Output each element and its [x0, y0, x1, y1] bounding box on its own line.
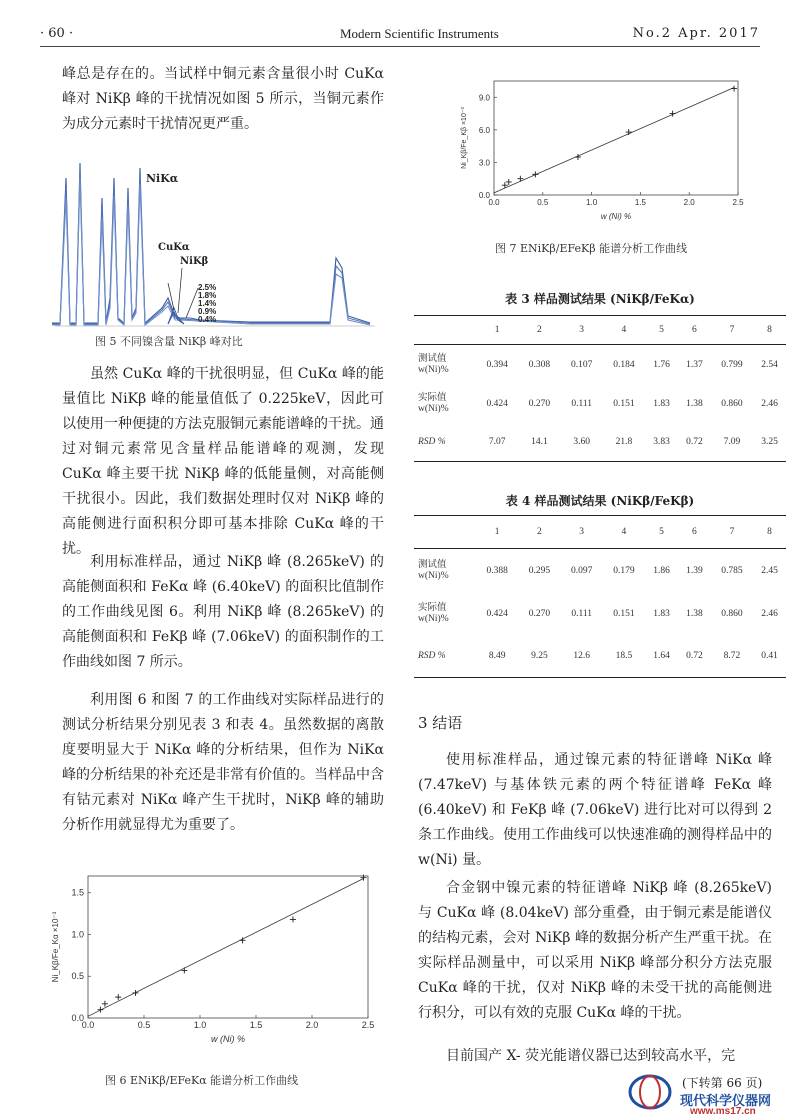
table-cell: 14.1 — [531, 437, 548, 447]
paragraph-4: 利用图 6 和图 7 的工作曲线对实际样品进行的测试分析结果分别见表 3 和表 4。虽然数据的离散度要明显大于 NiKα 峰的分析结果，但作为 NiKα 峰的分析结果的补充还是非常有价值的。当样品中含有钴元素对 NiKα 峰产生干扰时，NiKβ 峰的辅助分析作用就显得尤为重要了。 — [62, 692, 384, 833]
table-cell: 1.38 — [686, 399, 703, 409]
table-cell: 2.45 — [761, 566, 778, 576]
table-3-title: 表 3 样品测试结果 (NiKβ/FeKα) — [505, 292, 695, 306]
paragraph-1: 峰总是存在的。当试样中铜元素含量很小时 CuKα 峰对 NiKβ 峰的干扰情况如图 5 所示，当铜元素作为成分元素时干扰情况更严重。 — [62, 66, 384, 132]
y-axis-label: Ni_Kβ/Fe_Kα ×10⁻³ — [51, 911, 60, 983]
table-cell: 3.25 — [761, 437, 778, 447]
label-nika: NiKα — [146, 172, 179, 185]
table-cell: 0.151 — [613, 609, 635, 619]
x-axis-label: w (Ni) % — [600, 212, 632, 221]
row-label: 实际值 — [418, 393, 447, 403]
col-header: 3 — [579, 325, 585, 335]
table-4 — [414, 515, 786, 678]
x-tick-label: 0.0 — [81, 1020, 95, 1030]
table-cell: 0.111 — [571, 399, 592, 409]
x-tick-label: 0.5 — [137, 1020, 151, 1030]
table-cell: 0.097 — [570, 566, 593, 576]
figure-5 — [50, 158, 380, 333]
x-tick-label: 1.0 — [193, 1020, 207, 1030]
watermark-logo — [626, 1068, 674, 1112]
table-4-title: 表 4 样品测试结果 (NiKβ/FeKβ) — [505, 494, 695, 508]
table-cell: 2.46 — [761, 609, 778, 619]
data-point — [181, 967, 187, 973]
y-tick-label: 3.0 — [478, 158, 490, 168]
row-label: w(Ni)% — [418, 404, 449, 414]
col-header: 1 — [494, 325, 500, 335]
table-cell: 0.308 — [528, 360, 551, 370]
col-header: 6 — [692, 325, 697, 335]
figure-6-caption: 图 6 ENiKβ/EFeKα 能谱分析工作曲线 — [105, 1074, 299, 1087]
x-tick-label: 2.5 — [732, 198, 744, 207]
row-label: 测试值 — [418, 560, 447, 570]
row-label: w(Ni)% — [418, 614, 449, 624]
label-nikb: NiKβ — [180, 256, 209, 267]
journal-name: Modern Scientific Instruments — [340, 26, 499, 41]
level-label: 0.4% — [198, 315, 217, 324]
table-cell: 0.184 — [613, 360, 635, 370]
table-cell: 7.09 — [723, 437, 741, 447]
x-tick-label: 2.0 — [683, 198, 695, 207]
conclusion-paragraph-3: 目前国产 X- 荧光能谱仪器已达到较高水平，完 — [446, 1048, 736, 1064]
table-cell: 8.49 — [488, 651, 506, 661]
watermark-text: 现代科学仪器网 — [680, 1093, 772, 1108]
page-header — [40, 26, 760, 47]
table-cell: 0.72 — [686, 437, 703, 447]
table-cell: 8.72 — [723, 651, 741, 661]
table-row — [414, 345, 786, 386]
row-label: w(Ni)% — [418, 571, 449, 581]
level-label: 1.8% — [198, 291, 217, 300]
col-header: 1 — [494, 527, 500, 537]
col-header: 3 — [579, 527, 585, 537]
col-header: 7 — [729, 527, 735, 537]
data-point — [731, 86, 737, 92]
data-point — [132, 990, 138, 996]
table-row — [414, 385, 786, 423]
table-cell: 18.5 — [615, 651, 633, 661]
table-cell: 0.424 — [486, 399, 508, 409]
table-3 — [414, 315, 786, 462]
col-header: 2 — [537, 527, 542, 537]
table-cell: 0.179 — [613, 566, 635, 576]
table-row — [414, 593, 786, 635]
table-cell: 0.270 — [528, 399, 551, 409]
table-cell: 1.64 — [653, 651, 670, 661]
table-cell: 0.107 — [570, 360, 593, 370]
level-legend — [198, 284, 216, 324]
col-header: 2 — [537, 325, 542, 335]
x-tick-label: 1.5 — [634, 198, 646, 207]
fit-line — [88, 879, 364, 1017]
row-label: w(Ni)% — [418, 365, 449, 375]
data-point — [290, 916, 296, 922]
row-label: RSD % — [418, 650, 446, 661]
y-tick-label: 0.0 — [71, 1013, 84, 1023]
x-tick-label: 0.5 — [537, 198, 549, 207]
y-tick-label: 9.0 — [478, 93, 490, 103]
table-row — [414, 635, 786, 677]
table-cell: 0.860 — [721, 609, 743, 619]
table-cell: 21.8 — [615, 437, 633, 447]
conclusion-paragraph-2: 合金钢中镍元素的特征谱峰 NiKβ 峰 (8.265keV) 与 CuKα 峰 (8.04keV) 部分重叠，由于铜元素是能谱仪的结构元素，会对 NiKβ 峰的数据分析产生严重干扰。在实际样品测量中，可以采用 NiKβ 峰部分积分方法克服 CuKα 峰的干扰，仅对 NiKβ 峰的未受干扰的高能侧进行积分，可以有效的克服 CuKα 峰的干扰。 — [418, 880, 772, 1021]
data-point — [97, 1007, 103, 1013]
y-tick-label: 6.0 — [478, 125, 490, 135]
x-tick-label: 0.0 — [488, 198, 500, 207]
figure-7-caption: 图 7 ENiKβ/EFeKβ 能谱分析工作曲线 — [495, 242, 688, 255]
row-label: RSD % — [418, 436, 446, 447]
table-cell: 0.72 — [686, 651, 703, 661]
table-cell: 3.83 — [653, 437, 670, 447]
y-tick-label: 1.5 — [71, 887, 84, 898]
figure-5-caption: 图 5 不同镍含量 NiKβ 峰对比 — [95, 335, 243, 348]
row-label: 实际值 — [418, 603, 447, 613]
col-header: 5 — [659, 527, 664, 537]
col-header: 6 — [692, 527, 697, 537]
figure-7 — [452, 75, 752, 225]
row-label: 测试值 — [418, 354, 447, 364]
y-tick-label: 0.0 — [478, 191, 490, 200]
table-cell: 7.07 — [488, 437, 506, 447]
table-cell: 0.111 — [571, 609, 592, 619]
table-cell: 1.39 — [686, 566, 703, 576]
level-label: 2.5% — [198, 283, 217, 292]
data-point — [115, 994, 121, 1000]
table-cell: 2.54 — [761, 360, 778, 370]
fig6-chart — [40, 868, 380, 1058]
figure-6 — [40, 868, 380, 1058]
table-row — [414, 549, 786, 594]
fit-line — [494, 88, 734, 193]
table-cell: 0.860 — [721, 399, 743, 409]
table-cell: 3.60 — [573, 437, 590, 447]
col-header: 4 — [621, 527, 627, 537]
table-cell: 1.37 — [686, 360, 703, 370]
plot-frame — [494, 81, 738, 195]
col-header: 5 — [659, 325, 664, 335]
table-cell: 0.785 — [721, 566, 743, 576]
table-cell: 0.394 — [486, 360, 508, 370]
fig7-chart — [452, 75, 752, 225]
col-header: 8 — [767, 527, 772, 537]
continued-note: (下转第 66 页) — [682, 1076, 763, 1090]
data-point — [532, 171, 538, 177]
table-cell: 0.41 — [761, 651, 778, 661]
x-axis-label: w (Ni) % — [211, 1034, 245, 1044]
level-label: 0.9% — [198, 307, 217, 316]
table-cell: 9.25 — [531, 651, 548, 661]
table-cell: 0.424 — [486, 609, 508, 619]
table-cell: 0.295 — [528, 566, 551, 576]
x-tick-label: 1.5 — [249, 1020, 263, 1030]
watermark-url: www.ms17.cn — [690, 1106, 756, 1117]
table-cell: 12.6 — [573, 651, 590, 661]
issue-info: No.2 Apr. 2017 — [632, 26, 760, 41]
table-cell: 1.86 — [653, 566, 670, 576]
level-label: 1.4% — [198, 299, 217, 308]
table-cell: 0.799 — [721, 360, 743, 370]
y-tick-label: 0.5 — [71, 971, 84, 982]
section-heading: 3 结语 — [418, 714, 463, 732]
table-row — [414, 423, 786, 461]
x-tick-label: 1.0 — [586, 198, 598, 207]
page-number: · 60 · — [40, 26, 74, 41]
data-point — [102, 1001, 108, 1007]
globe-icon — [626, 1068, 674, 1112]
table-cell: 1.83 — [653, 399, 670, 409]
y-tick-label: 1.0 — [71, 929, 84, 940]
data-point — [626, 129, 632, 135]
x-tick-label: 2.5 — [361, 1020, 375, 1030]
table-cell: 0.151 — [613, 399, 635, 409]
data-point — [517, 176, 523, 182]
paragraph-3: 利用标准样品，通过 NiKβ 峰 (8.265keV) 的高能侧面积和 FeKα 峰 (6.40keV) 的面积比值制作的工作曲线见图 6。利用 NiKβ 峰 (8.265keV) 的高能侧面积和 FeKβ 峰 (7.06keV) 的面积制作的工作曲线如图 7 所示。 — [62, 554, 384, 670]
y-axis-label: Ni_Kβ/Fe_Kβ ×10⁻³ — [461, 107, 468, 169]
x-tick-label: 2.0 — [305, 1020, 319, 1030]
table-cell: 0.270 — [528, 609, 551, 619]
col-header: 7 — [729, 325, 735, 335]
col-header: 8 — [767, 325, 772, 335]
col-header: 4 — [621, 325, 627, 335]
paragraph-2: 虽然 CuKα 峰的干扰很明显，但 CuKα 峰的能量值比 NiKβ 峰的能量值低了 0.225keV，因此可以使用一种便捷的方法克服铜元素能谱峰的干扰。通过对铜元素常见含量样品能谱峰的观测，发现 CuKα 峰主要干扰 NiKβ 峰的低能量侧，对高能侧干扰很小。因此，我们数据处理时仅对 NiKβ 峰的高能侧进行面积积分即可基本排除 CuKα 峰的干扰。 — [62, 366, 384, 557]
label-cuka: CuKα — [158, 242, 190, 253]
table-cell: 1.83 — [653, 609, 670, 619]
conclusion-paragraph-1: 使用标准样品，通过镍元素的特征谱峰 NiKα 峰 (7.47keV) 与基体铁元素的两个特征谱峰 FeKα 峰 (6.40keV) 和 FeKβ 峰 (7.06keV) 进行比对可以得到 2 条工作曲线。使用工作曲线可以快速准确的测得样品中的 w(Ni) 量。 — [418, 752, 772, 868]
data-point — [506, 179, 512, 185]
table-cell: 0.388 — [486, 566, 508, 576]
table-cell: 1.76 — [653, 360, 670, 370]
table-cell: 1.38 — [686, 609, 703, 619]
table-cell: 2.46 — [761, 399, 778, 409]
